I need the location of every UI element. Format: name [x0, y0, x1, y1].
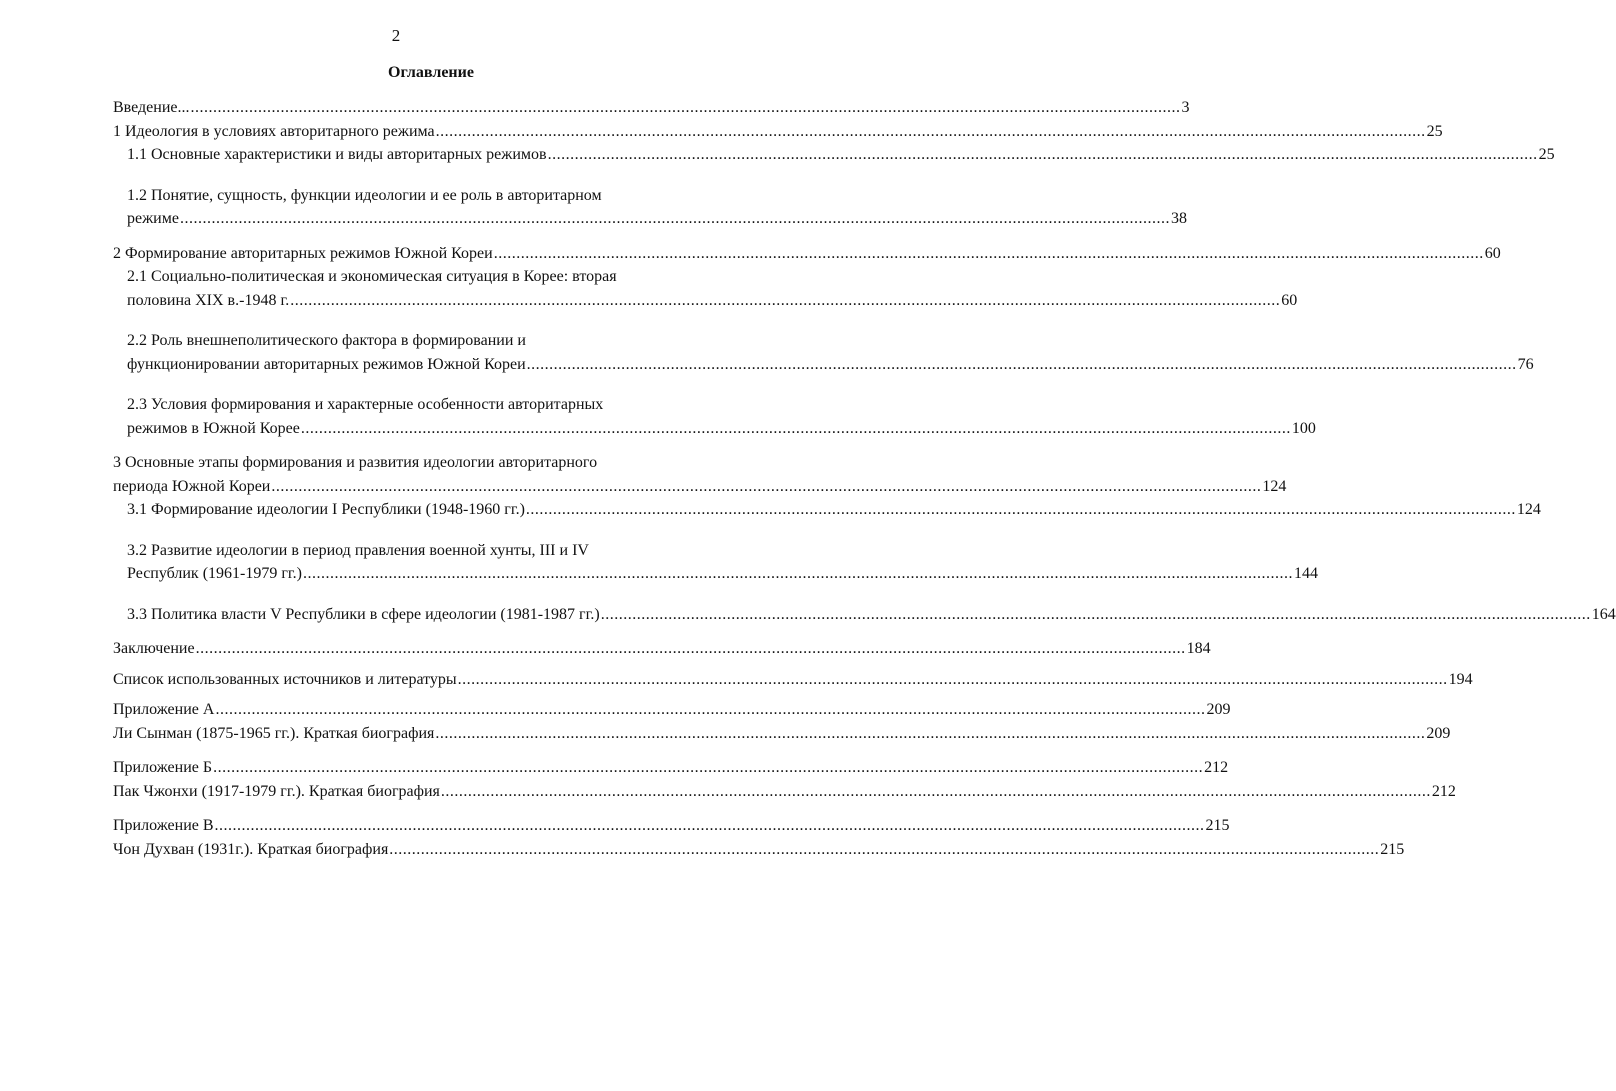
toc-entry-section-1-2[interactable]: 1.2 Понятие, сущность, функции идеологии и ее роль в авторитарном режиме ............................................................................................................................................................................................................................ 38 — [113, 184, 753, 231]
table-of-contents — [113, 96, 1616, 861]
toc-entry-page: 60 — [1281, 291, 1298, 309]
toc-entry-page: 164 — [1591, 605, 1616, 623]
toc-entry-title: 2 Формирование авторитарных режимов Южной Кореи — [113, 244, 493, 262]
toc-entry-title: Чон Духван (1931г.). Краткая биография — [113, 840, 389, 858]
toc-entry-title-first-line: 1.2 Понятие, сущность, функции идеологии и ее роль в авторитарном — [127, 186, 602, 204]
toc-entry-page: 124 — [1516, 501, 1541, 518]
toc-entry-title: периода Южной Кореи — [113, 477, 271, 495]
toc-entry-title: Приложение В — [113, 817, 214, 834]
toc-entry-section-1-1[interactable]: 1.1 Основные характеристики и виды авторитарных режимов ............................................................................................................................................................................................................................ 25 — [113, 143, 753, 167]
toc-entry-title: половина XIX в.-1948 г. — [127, 291, 290, 309]
page-number: 2 — [391, 26, 401, 45]
toc-entry-page: 25 — [1538, 146, 1555, 163]
toc-entry-title-first-line: 3.2 Развитие идеологии в период правления военной хунты, III и IV — [127, 541, 589, 559]
toc-entry-title: Введение... — [113, 99, 190, 116]
toc-entry-conclusion[interactable]: Заключение ............................................................................................................................................................................................................................ 184 — [113, 637, 753, 661]
toc-entry-introduction[interactable]: Введение... ............................................................................................................................................................................................................................ 3 — [113, 96, 753, 120]
toc-entry-title: Приложение А — [113, 701, 215, 718]
toc-title: Оглавление — [388, 64, 474, 81]
toc-entry-page: 215 — [1380, 840, 1405, 858]
toc-entry-page: 100 — [1291, 419, 1316, 437]
toc-entry-page: 209 — [1206, 701, 1231, 718]
toc-entry-title: Заключение — [113, 640, 195, 657]
toc-entry-title: 3.3 Политика власти V Республики в сфере идеологии (1981-1987 гг.) — [127, 605, 600, 623]
toc-entry-page: 38 — [1170, 210, 1187, 227]
toc-entry-title: Пак Чжонхи (1917-1979 гг.). Краткая биография — [113, 782, 440, 800]
toc-entry-title: Ли Сынман (1875-1965 гг.). Краткая биография — [113, 724, 435, 742]
toc-entry-page: 3 — [1181, 99, 1190, 116]
toc-entry-title-first-line: 3 Основные этапы формирования и развития идеологии авторитарного — [113, 454, 598, 471]
toc-entry-title-first-line: 2.1 Социально-политическая и экономическая ситуация в Корее: вторая — [127, 268, 617, 285]
toc-entry-section-3-3[interactable]: 3.3 Политика власти V Республики в сфере идеологии (1981-1987 гг.) ............................................................................................................................................................................................................................ 164 — [113, 603, 753, 627]
toc-entry-chapter-2[interactable]: 2 Формирование авторитарных режимов Южной Кореи ............................................................................................................................................................................................................................ 60 — [113, 242, 753, 266]
toc-entry-chapter-3[interactable]: 3 Основные этапы формирования и развития идеологии авторитарного периода Южной Кореи ............................................................................................................................................................................................................................ 124 — [113, 451, 753, 498]
toc-entry-page: 212 — [1431, 782, 1456, 800]
toc-entry-title: Список использованных источников и литературы — [113, 670, 457, 688]
toc-entry-appendix-b-bio[interactable]: Пак Чжонхи (1917-1979 гг.). Краткая биография ............................................................................................................................................................................................................................ 212 — [113, 780, 753, 804]
toc-entry-page: 76 — [1517, 355, 1534, 373]
toc-entry-title: функционировании авторитарных режимов Южной Кореи — [127, 355, 526, 373]
toc-entry-page: 209 — [1426, 724, 1451, 742]
toc-entry-appendix-v[interactable]: Приложение В ............................................................................................................................................................................................................................ 215 — [113, 814, 753, 838]
toc-entry-section-3-1[interactable]: 3.1 Формирование идеологии I Республики (1948-1960 гг.) ............................................................................................................................................................................................................................ 124 — [113, 498, 753, 522]
toc-entry-section-2-1[interactable]: 2.1 Социально-политическая и экономическая ситуация в Корее: вторая половина XIX в.-1948 г. ............................................................................................................................................................................................................................ 60 — [113, 265, 753, 312]
toc-entry-appendix-a-bio[interactable]: Ли Сынман (1875-1965 гг.). Краткая биография ............................................................................................................................................................................................................................ 209 — [113, 722, 753, 746]
toc-entry-title: режимов в Южной Корее — [127, 419, 300, 437]
toc-entry-page: 60 — [1484, 244, 1501, 262]
toc-entry-appendix-b[interactable]: Приложение Б ............................................................................................................................................................................................................................ 212 — [113, 756, 753, 780]
toc-entry-page: 194 — [1448, 670, 1473, 688]
toc-entry-title: Приложение Б — [113, 759, 213, 776]
toc-entry-chapter-1[interactable]: 1 Идеология в условиях авторитарного режима ............................................................................................................................................................................................................................ 25 — [113, 120, 753, 144]
toc-entry-page: 144 — [1294, 565, 1319, 582]
toc-entry-appendix-v-bio[interactable]: Чон Духван (1931г.). Краткая биография ............................................................................................................................................................................................................................ 215 — [113, 838, 753, 862]
toc-entry-appendix-a[interactable]: Приложение А ............................................................................................................................................................................................................................ 209 — [113, 698, 753, 722]
toc-entry-page: 184 — [1186, 640, 1211, 657]
toc-entry-title: режиме — [127, 210, 179, 227]
toc-entry-title-first-line: 2.3 Условия формирования и характерные особенности авторитарных — [127, 396, 604, 413]
toc-entry-title-first-line: 2.2 Роль внешнеполитического фактора в формировании и — [127, 332, 526, 349]
toc-entry-section-2-3[interactable]: 2.3 Условия формирования и характерные особенности авторитарных режимов в Южной Корее ............................................................................................................................................................................................................................ 100 — [113, 393, 753, 440]
toc-entry-page: 25 — [1426, 122, 1443, 140]
toc-entry-title: 3.1 Формирование идеологии I Республики (1948-1960 гг.) — [127, 501, 525, 518]
toc-entry-title: 1.1 Основные характеристики и виды авторитарных режимов — [127, 146, 547, 163]
toc-entry-section-2-2[interactable]: 2.2 Роль внешнеполитического фактора в формировании и функционировании авторитарных режимов Южной Кореи ............................................................................................................................................................................................................................ 76 — [113, 329, 753, 376]
toc-entry-title: 1 Идеология в условиях авторитарного режима — [113, 122, 435, 140]
toc-entry-page: 212 — [1204, 759, 1229, 776]
toc-entry-page: 124 — [1262, 477, 1287, 495]
toc-entry-page: 215 — [1205, 817, 1230, 834]
toc-entry-section-3-2[interactable]: 3.2 Развитие идеологии в период правления военной хунты, III и IV Республик (1961-1979 гг.) ............................................................................................................................................................................................................................ 144 — [113, 539, 753, 586]
toc-entry-title: Республик (1961-1979 гг.) — [127, 565, 303, 582]
toc-entry-bibliography[interactable]: Список использованных источников и литературы ............................................................................................................................................................................................................................ 194 — [113, 668, 753, 692]
